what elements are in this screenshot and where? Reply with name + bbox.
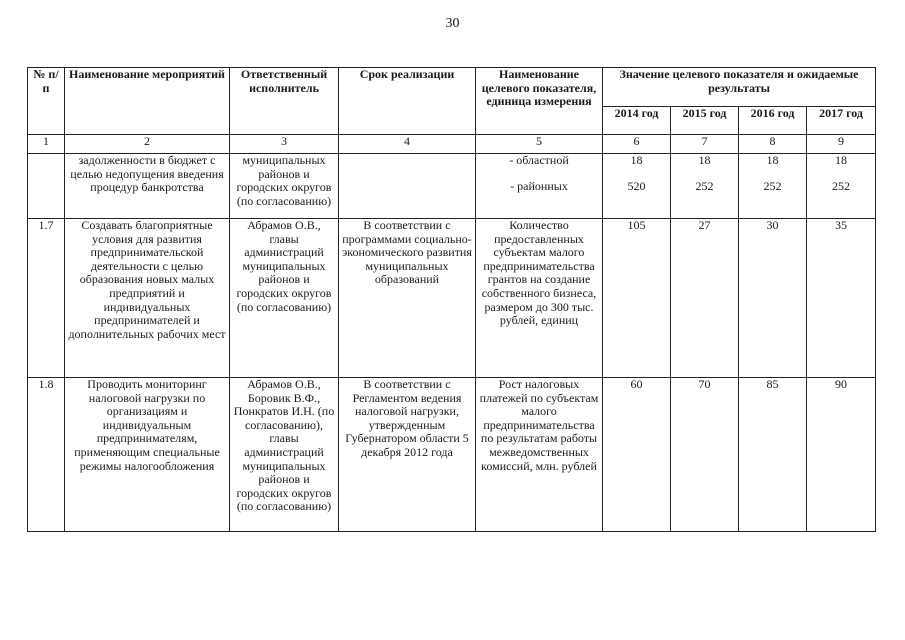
- column-number: 8: [739, 135, 807, 154]
- value-2014: [603, 154, 671, 219]
- indicator-line: - районных: [510, 178, 568, 193]
- column-number: 5: [476, 135, 603, 154]
- indicators-table: [27, 67, 876, 532]
- indicator: [476, 154, 603, 219]
- column-number: 2: [65, 135, 230, 154]
- term: В соответствии с Регламентом ведения налоговой нагрузки, утвержденным Губернатором области 5 декабря 2012 года: [339, 378, 476, 532]
- term: В соответствии с программами социально-экономического развития муниципальных образований: [339, 219, 476, 378]
- executor: муниципальных районов и городских округов (по согласованию): [230, 154, 339, 219]
- header-name: Наименование мероприятий: [65, 68, 230, 135]
- value-2014: 105: [603, 219, 671, 378]
- indicator: Рост налоговых платежей по субъектам малого предпринимательства по результатам работы межведомственных комиссий, млн. рублей: [476, 378, 603, 532]
- value-2017: 90: [807, 378, 876, 532]
- header-year: 2014 год: [603, 107, 671, 135]
- table-header-row: [28, 68, 876, 107]
- value-2017: 35: [807, 219, 876, 378]
- header-indicator: Наименование целевого показателя, единица измерения: [476, 68, 603, 135]
- table-row: [28, 154, 876, 219]
- value-2016: 85: [739, 378, 807, 532]
- column-number: 7: [671, 135, 739, 154]
- value-2014: 60: [603, 378, 671, 532]
- column-number: 9: [807, 135, 876, 154]
- header-year: 2015 год: [671, 107, 739, 135]
- row-number: 1.8: [28, 378, 65, 532]
- value-2017: [807, 154, 876, 219]
- indicator: Количество предоставленных субъектам малого предпринимательства грантов на создание собственного бизнеса, размером до 300 тыс. рублей, единиц: [476, 219, 603, 378]
- value: 252: [695, 178, 714, 193]
- term: [339, 154, 476, 219]
- row-number: [28, 154, 65, 219]
- header-term: Срок реализации: [339, 68, 476, 135]
- value: 252: [763, 178, 782, 193]
- value-2016: [739, 154, 807, 219]
- value: 520: [627, 178, 646, 193]
- column-number: 4: [339, 135, 476, 154]
- table-row: [28, 219, 876, 378]
- value-2015: [671, 154, 739, 219]
- measure-name: задолженности в бюджет с целью недопущения введения процедур банкротства: [65, 154, 230, 219]
- column-number: 6: [603, 135, 671, 154]
- value: 252: [832, 178, 851, 193]
- value: 18: [766, 153, 779, 167]
- executor: Абрамов О.В., главы администраций муниципальных районов и городских округов (по согласованию): [230, 219, 339, 378]
- header-year: 2016 год: [739, 107, 807, 135]
- column-number: 3: [230, 135, 339, 154]
- value: 18: [630, 153, 643, 167]
- value: 18: [835, 153, 848, 167]
- header-no: № п/п: [28, 68, 65, 135]
- header-target-values: Значение целевого показателя и ожидаемые результаты: [603, 68, 876, 107]
- executor: Абрамов О.В., Боровик В.Ф., Понкратов И.Н. (по согласованию), главы администраций муниципальных районов и городских округов (по согласованию): [230, 378, 339, 532]
- indicator-line: - областной: [509, 153, 569, 167]
- page-number: 30: [445, 16, 460, 31]
- column-numbers-row: [28, 135, 876, 154]
- table-row: [28, 378, 876, 532]
- value-2015: 70: [671, 378, 739, 532]
- column-number: 1: [28, 135, 65, 154]
- value-2015: 27: [671, 219, 739, 378]
- header-executor: Ответственный исполнитель: [230, 68, 339, 135]
- measure-name: Создавать благоприятные условия для развития предпринимательской деятельности с целью образования новых малых предприятий и индивидуальных предпринимателей и дополнительных рабочих мест: [65, 219, 230, 378]
- measure-name: Проводить мониторинг налоговой нагрузки по организациям и индивидуальным предпринимателям, применяющим специальные режимы налогообложения: [65, 378, 230, 532]
- value: 18: [698, 153, 711, 167]
- value-2016: 30: [739, 219, 807, 378]
- row-number: 1.7: [28, 219, 65, 378]
- header-year: 2017 год: [807, 107, 876, 135]
